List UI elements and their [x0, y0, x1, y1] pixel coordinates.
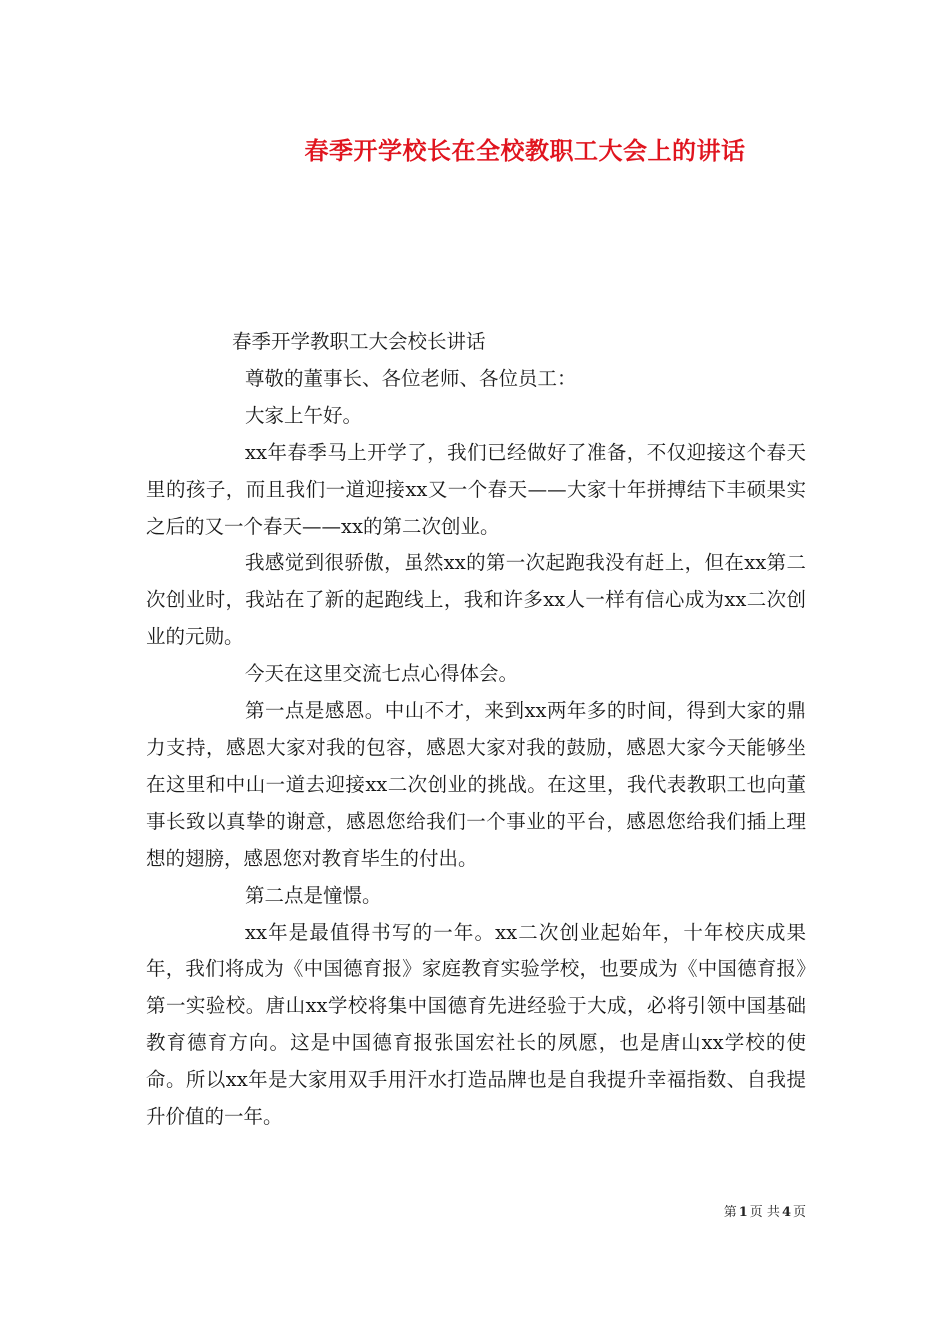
opening-line: 大家上午好。 [245, 403, 363, 427]
footer-suffix: 页 [792, 1205, 806, 1220]
body-paragraph: xx年是最值得书写的一年。xx二次创业起始年，十年校庆成果年，我们将成为《中国德育报》家庭教育实验学校，也要成为《中国德育报》第一实验校。唐山xx学校将集中国德育先进经验于大成，必将引领中国基础教育德育方向。这是中国德育报张国宏社长的夙愿，也是唐山xx学校的使命。所以xx年是大家用双手用汗水打造品牌也是自我提升幸福指数、自我提升价值的一年。 [146, 920, 806, 1129]
total-page-count: 4 [781, 1205, 791, 1220]
body-paragraph: 第二点是憧憬。 [245, 883, 382, 907]
body-paragraph: 第一点是感恩。中山不才，来到xx两年多的时间，得到大家的鼎力支持，感恩大家对我的包容，感恩大家对我的鼓励，感恩大家今天能够坐在这里和中山一道去迎接xx二次创业的挑战。在这里，我代表教职工也向董事长致以真挚的谢意，感恩您给我们一个事业的平台，感恩您给我们插上理想的翅膀，感恩您对教育毕生的付出。 [146, 699, 806, 870]
body-paragraph: 今天在这里交流七点心得体会。 [245, 662, 519, 686]
footer-middle: 页 共 [749, 1205, 780, 1220]
body-paragraph: xx年春季马上开学了，我们已经做好了准备，不仅迎接这个春天里的孩子，而且我们一道迎接xx又一个春天——大家十年拼搏结下丰硕果实之后的又一个春天——xx的第二次创业。 [146, 440, 806, 538]
greeting-line: 尊敬的董事长、各位老师、各位员工： [245, 366, 577, 390]
body-paragraph: 我感觉到很骄傲，虽然xx的第一次起跑我没有赶上，但在xx第二次创业时，我站在了新的起跑线上，我和许多xx人一样有信心成为xx二次创业的元勋。 [146, 551, 806, 649]
page-footer [724, 1204, 806, 1222]
current-page-number: 1 [738, 1205, 748, 1220]
document-title: 春季开学校长在全校教职工大会上的讲话 [304, 136, 746, 165]
footer-prefix: 第 [723, 1205, 737, 1220]
document-body [146, 324, 806, 1136]
speech-subtitle: 春季开学教职工大会校长讲话 [232, 330, 486, 353]
